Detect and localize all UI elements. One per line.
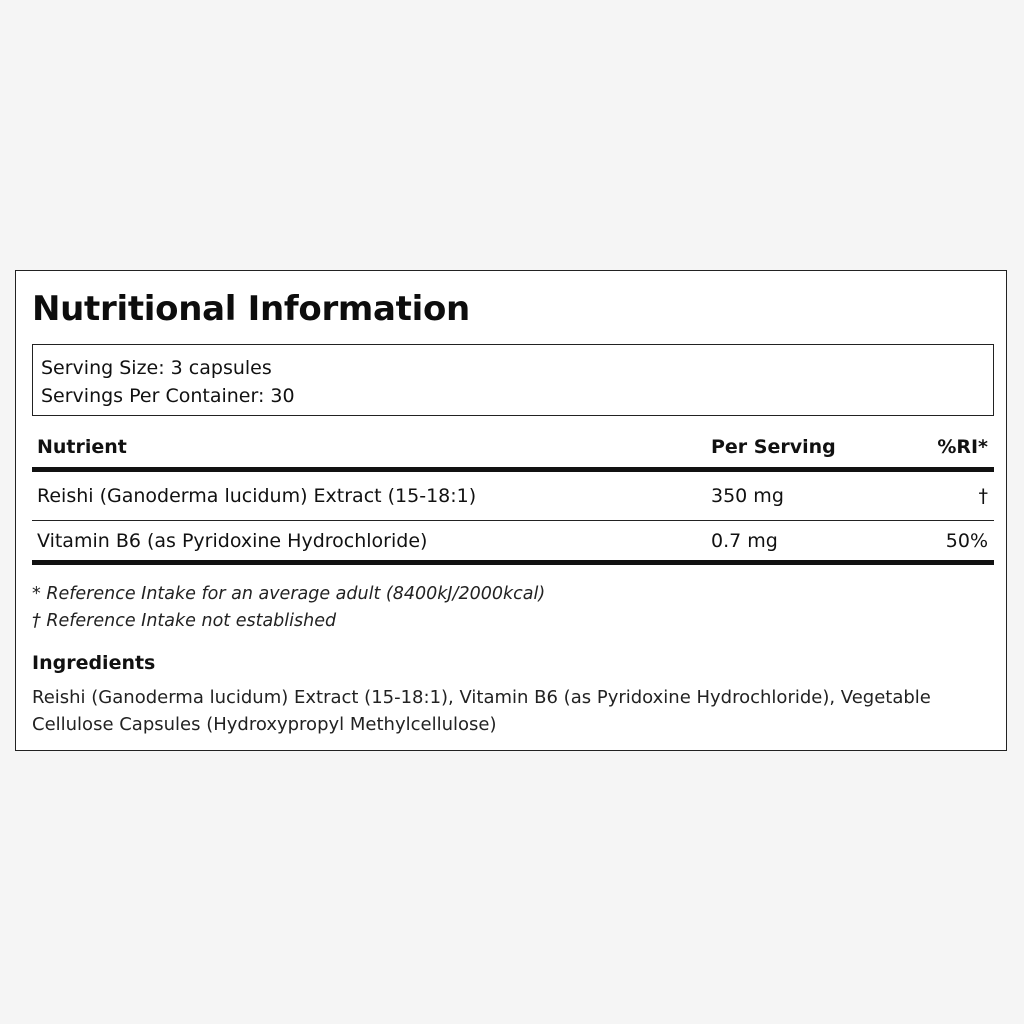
servings-per-container: Servings Per Container: 30 [41,385,295,407]
footnote-ri-definition: * Reference Intake for an average adult (8400kJ/2000kcal) [32,584,546,604]
nutrient-table [32,427,994,565]
table-header-row [32,427,994,472]
footnote-ri-not-established: † Reference Intake not established [32,611,337,631]
header-nutrient: Nutrient [37,436,127,458]
header-ri: %RI* [937,436,988,458]
nutrient-amount: 0.7 mg [711,529,778,552]
header-per-serving: Per Serving [711,436,836,458]
ingredients-heading: Ingredients [32,652,156,674]
nutrient-amount: 350 mg [711,485,784,507]
nutrient-name: Vitamin B6 (as Pyridoxine Hydrochloride) [37,529,428,552]
panel-title: Nutritional Information [32,289,470,329]
table-row [32,521,994,565]
footnotes [32,581,545,635]
nutrient-ri: † [978,485,988,507]
nutrient-ri: 50% [945,529,988,552]
nutrition-panel [15,270,1007,751]
serving-size: Serving Size: 3 capsules [41,357,272,379]
nutrient-name: Reishi (Ganoderma lucidum) Extract (15-18:1) [37,485,477,507]
ingredients-text: Reishi (Ganoderma lucidum) Extract (15-18:1), Vitamin B6 (as Pyridoxine Hydrochloride), Vegetable Cellulose Capsules (Hydroxypropyl Methylcellulose) [32,687,931,735]
table-row [32,472,994,521]
serving-info-box [32,344,994,416]
